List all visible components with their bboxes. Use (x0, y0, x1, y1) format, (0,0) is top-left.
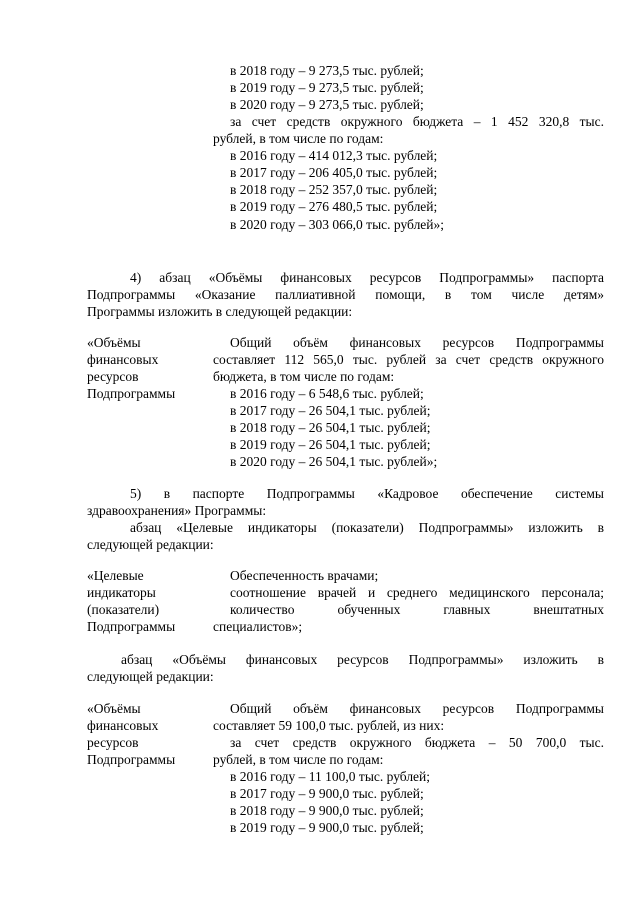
table-label: Подпрограммы (87, 752, 176, 767)
year-line: в 2019 году – 26 504,1 тыс. рублей; (230, 437, 431, 452)
table-text: составляет 112 565,0 тыс. рублей за счет средств окружного (213, 352, 604, 367)
table-label: (показатели) (87, 602, 160, 617)
year-line: в 2017 году – 9 900,0 тыс. рублей; (230, 786, 424, 801)
table-label: ресурсов (87, 735, 139, 750)
year-line: в 2018 году – 9 900,0 тыс. рублей; (230, 803, 424, 818)
table-label: «Объёмы (87, 701, 141, 716)
paragraph-line: Программы изложить в следующей редакции: (87, 304, 353, 319)
table-text: соотношение врачей и среднего медицинского персонала; (230, 585, 604, 600)
year-line: в 2020 году – 303 066,0 тыс. рублей»; (230, 217, 445, 232)
table-label: «Объёмы (87, 335, 141, 350)
paragraph-line: абзац «Объёмы финансовых ресурсов Подпрограммы» изложить в (121, 652, 604, 667)
paragraph-line: следующей редакции: (87, 669, 214, 684)
table-label: ресурсов (87, 369, 139, 384)
year-line: в 2016 году – 11 100,0 тыс. рублей; (230, 769, 431, 784)
year-line: в 2019 году – 276 480,5 тыс. рублей; (230, 199, 438, 214)
table-text: составляет 59 100,0 тыс. рублей, из них: (213, 718, 445, 733)
year-line: в 2016 году – 6 548,6 тыс. рублей; (230, 386, 424, 401)
year-line: в 2020 году – 26 504,1 тыс. рублей»; (230, 454, 438, 469)
table-label: «Целевые (87, 568, 144, 583)
table-text: количество обученных главных внештатных (230, 602, 604, 617)
table-label: Подпрограммы (87, 386, 176, 401)
district-budget-line: рублей, в том числе по годам: (213, 131, 384, 146)
table-text: Общий объём финансовых ресурсов Подпрограммы (230, 335, 604, 350)
table-label: Подпрограммы (87, 619, 176, 634)
year-line: в 2018 году – 26 504,1 тыс. рублей; (230, 420, 431, 435)
year-line: в 2018 году – 252 357,0 тыс. рублей; (230, 182, 438, 197)
district-budget-line: за счет средств окружного бюджета – 1 452 320,8 тыс. (230, 114, 604, 129)
year-line: в 2020 году – 9 273,5 тыс. рублей; (230, 97, 424, 112)
table-label: индикаторы (87, 585, 156, 600)
table-text: бюджета, в том числе по годам: (213, 369, 395, 384)
year-line: в 2018 году – 9 273,5 тыс. рублей; (230, 63, 424, 78)
paragraph-line: здравоохранения» Программы: (87, 503, 267, 518)
table-text: Обеспеченность врачами; (230, 568, 379, 583)
paragraph-line: абзац «Целевые индикаторы (показатели) Подпрограммы» изложить в (130, 520, 604, 535)
year-line: в 2019 году – 9 900,0 тыс. рублей; (230, 820, 424, 835)
table-label: финансовых (87, 352, 159, 367)
paragraph-line: 4) абзац «Объёмы финансовых ресурсов Подпрограммы» паспорта (130, 270, 604, 285)
paragraph-line: Подпрограммы «Оказание паллиативной помощи, в том числе детям» (87, 287, 604, 302)
year-line: в 2016 году – 414 012,3 тыс. рублей; (230, 148, 438, 163)
table-text: рублей, в том числе по годам: (213, 752, 384, 767)
year-line: в 2017 году – 26 504,1 тыс. рублей; (230, 403, 431, 418)
year-line: в 2017 году – 206 405,0 тыс. рублей; (230, 165, 438, 180)
table-text: специалистов»; (213, 619, 303, 634)
table-text: Общий объём финансовых ресурсов Подпрограммы (230, 701, 604, 716)
table-label: финансовых (87, 718, 159, 733)
paragraph-line: 5) в паспорте Подпрограммы «Кадровое обеспечение системы (130, 486, 604, 501)
year-line: в 2019 году – 9 273,5 тыс. рублей; (230, 80, 424, 95)
table-text: за счет средств окружного бюджета – 50 700,0 тыс. (230, 735, 604, 750)
paragraph-line: следующей редакции: (87, 537, 214, 552)
